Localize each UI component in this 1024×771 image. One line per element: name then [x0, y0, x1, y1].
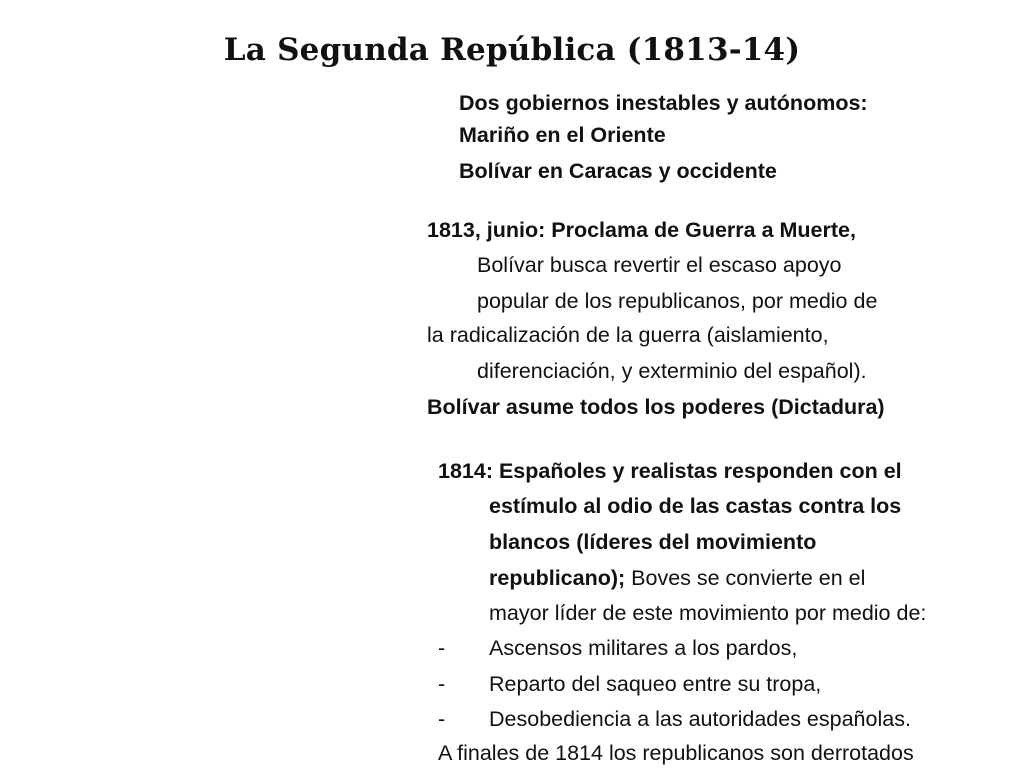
castes-line-2: blancos (líderes del movimiento — [489, 530, 817, 554]
bullet-marker: - — [438, 707, 446, 731]
realists-heading: 1814: Españoles y realistas responden con el — [438, 459, 902, 483]
war-text-line-1: Bolívar busca revertir el escaso apoyo — [477, 253, 842, 277]
governments-heading: Dos gobiernos inestables y autónomos: — [459, 91, 868, 115]
boves-text: Boves se convierte en el — [625, 566, 866, 590]
dictatorship-line: Bolívar asume todos los poderes (Dictadura) — [427, 395, 885, 419]
republicano-text: republicano); — [489, 566, 626, 590]
war-text-line-2: popular de los republicanos, por medio de — [477, 289, 878, 313]
boves-means-line: mayor líder de este movimiento por medio de: — [489, 601, 927, 625]
castes-line-1: estímulo al odio de las castas contra los — [489, 494, 902, 518]
boves-line — [489, 560, 865, 596]
bullet-item-3: Desobediencia a las autoridades españolas. — [489, 707, 911, 731]
bullet-marker: - — [438, 636, 446, 660]
slide-title: La Segunda República (1813-14) — [223, 32, 801, 68]
war-text-line-3: la radicalización de la guerra (aislamiento, — [427, 323, 829, 347]
bullet-item-1: Ascensos militares a los pardos, — [489, 636, 798, 660]
war-text-line-4: diferenciación, y exterminio del español). — [477, 359, 867, 383]
bullet-item-2: Reparto del saqueo entre su tropa, — [489, 672, 822, 696]
war-to-death-heading: 1813, junio: Proclama de Guerra a Muerte, — [427, 218, 856, 242]
bullet-marker: - — [438, 672, 446, 696]
closing-line: A finales de 1814 los republicanos son derrotados — [438, 741, 914, 765]
bolivar-line: Bolívar en Caracas y occidente — [459, 159, 777, 183]
marino-line: Mariño en el Oriente — [459, 123, 666, 147]
